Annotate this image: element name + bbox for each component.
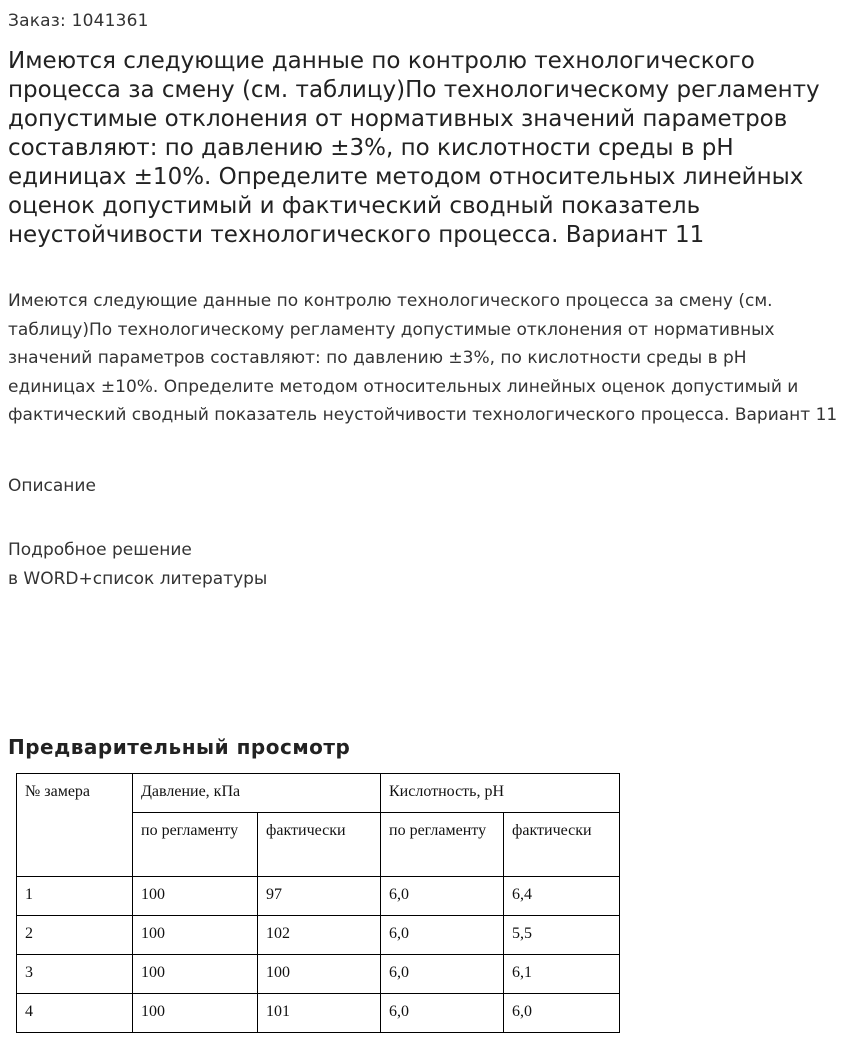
cell-acidity-actual: 6,0 <box>504 994 620 1033</box>
table-row <box>17 994 620 1033</box>
preview-table <box>16 773 620 1033</box>
cell-pressure-regulation: 100 <box>133 916 258 955</box>
header-pressure: Давление, кПа <box>133 774 381 813</box>
cell-pressure-actual: 102 <box>258 916 381 955</box>
solution-details <box>8 536 267 593</box>
cell-measure-number: 1 <box>17 877 133 916</box>
cell-pressure-regulation: 100 <box>133 994 258 1033</box>
details-line-2: в WORD+список литературы <box>8 568 268 589</box>
table-row <box>17 955 620 994</box>
subheader-pressure-actual: фактически <box>258 813 381 877</box>
cell-acidity-regulation: 6,0 <box>381 994 504 1033</box>
cell-acidity-regulation: 6,0 <box>381 955 504 994</box>
table-row <box>17 916 620 955</box>
cell-measure-number: 2 <box>17 916 133 955</box>
cell-measure-number: 4 <box>17 994 133 1033</box>
table-header-row <box>17 774 620 813</box>
cell-pressure-actual: 97 <box>258 877 381 916</box>
header-measure-number: № замера <box>17 774 133 877</box>
subheader-pressure-regulation: по регламенту <box>133 813 258 877</box>
cell-pressure-regulation: 100 <box>133 955 258 994</box>
cell-acidity-regulation: 6,0 <box>381 916 504 955</box>
cell-acidity-actual: 6,4 <box>504 877 620 916</box>
cell-acidity-actual: 5,5 <box>504 916 620 955</box>
cell-acidity-regulation: 6,0 <box>381 877 504 916</box>
header-acidity: Кислотность, pH <box>381 774 620 813</box>
details-line-1: Подробное решение <box>8 540 192 560</box>
preview-heading: Предварительный просмотр <box>8 735 351 759</box>
subheader-acidity-actual: фактически <box>504 813 620 877</box>
table-row <box>17 877 620 916</box>
cell-measure-number: 3 <box>17 955 133 994</box>
cell-pressure-actual: 100 <box>258 955 381 994</box>
task-description: Имеются следующие данные по контролю технологического процесса за смену (см. таблицу)По технологическому регламенту допустимые отклонения от нормативных значений параметров составляют: по давлению ±3%, по кислотности среды в pH единицах ±10%. Определите методом относительных линейных оценок допустимый и фактический сводный показатель неустойчивости технологического процесса. Вариант 11 <box>8 291 838 426</box>
order-number: Заказ: 1041361 <box>8 11 149 31</box>
subheader-acidity-regulation: по регламенту <box>381 813 504 877</box>
cell-pressure-actual: 101 <box>258 994 381 1033</box>
description-heading: Описание <box>8 476 96 496</box>
cell-acidity-actual: 6,1 <box>504 955 620 994</box>
page-title: Имеются следующие данные по контролю технологического процесса за смену (см. таблицу)По технологическому регламенту допустимые отклонения от нормативных значений параметров составляют: по давлению ±3%, по кислотности среды в pH единицах ±10%. Определите методом относительных линейных оценок допустимый и фактический сводный показатель неустойчивости технологического процесса. Вариант 11 <box>8 48 820 248</box>
cell-pressure-regulation: 100 <box>133 877 258 916</box>
